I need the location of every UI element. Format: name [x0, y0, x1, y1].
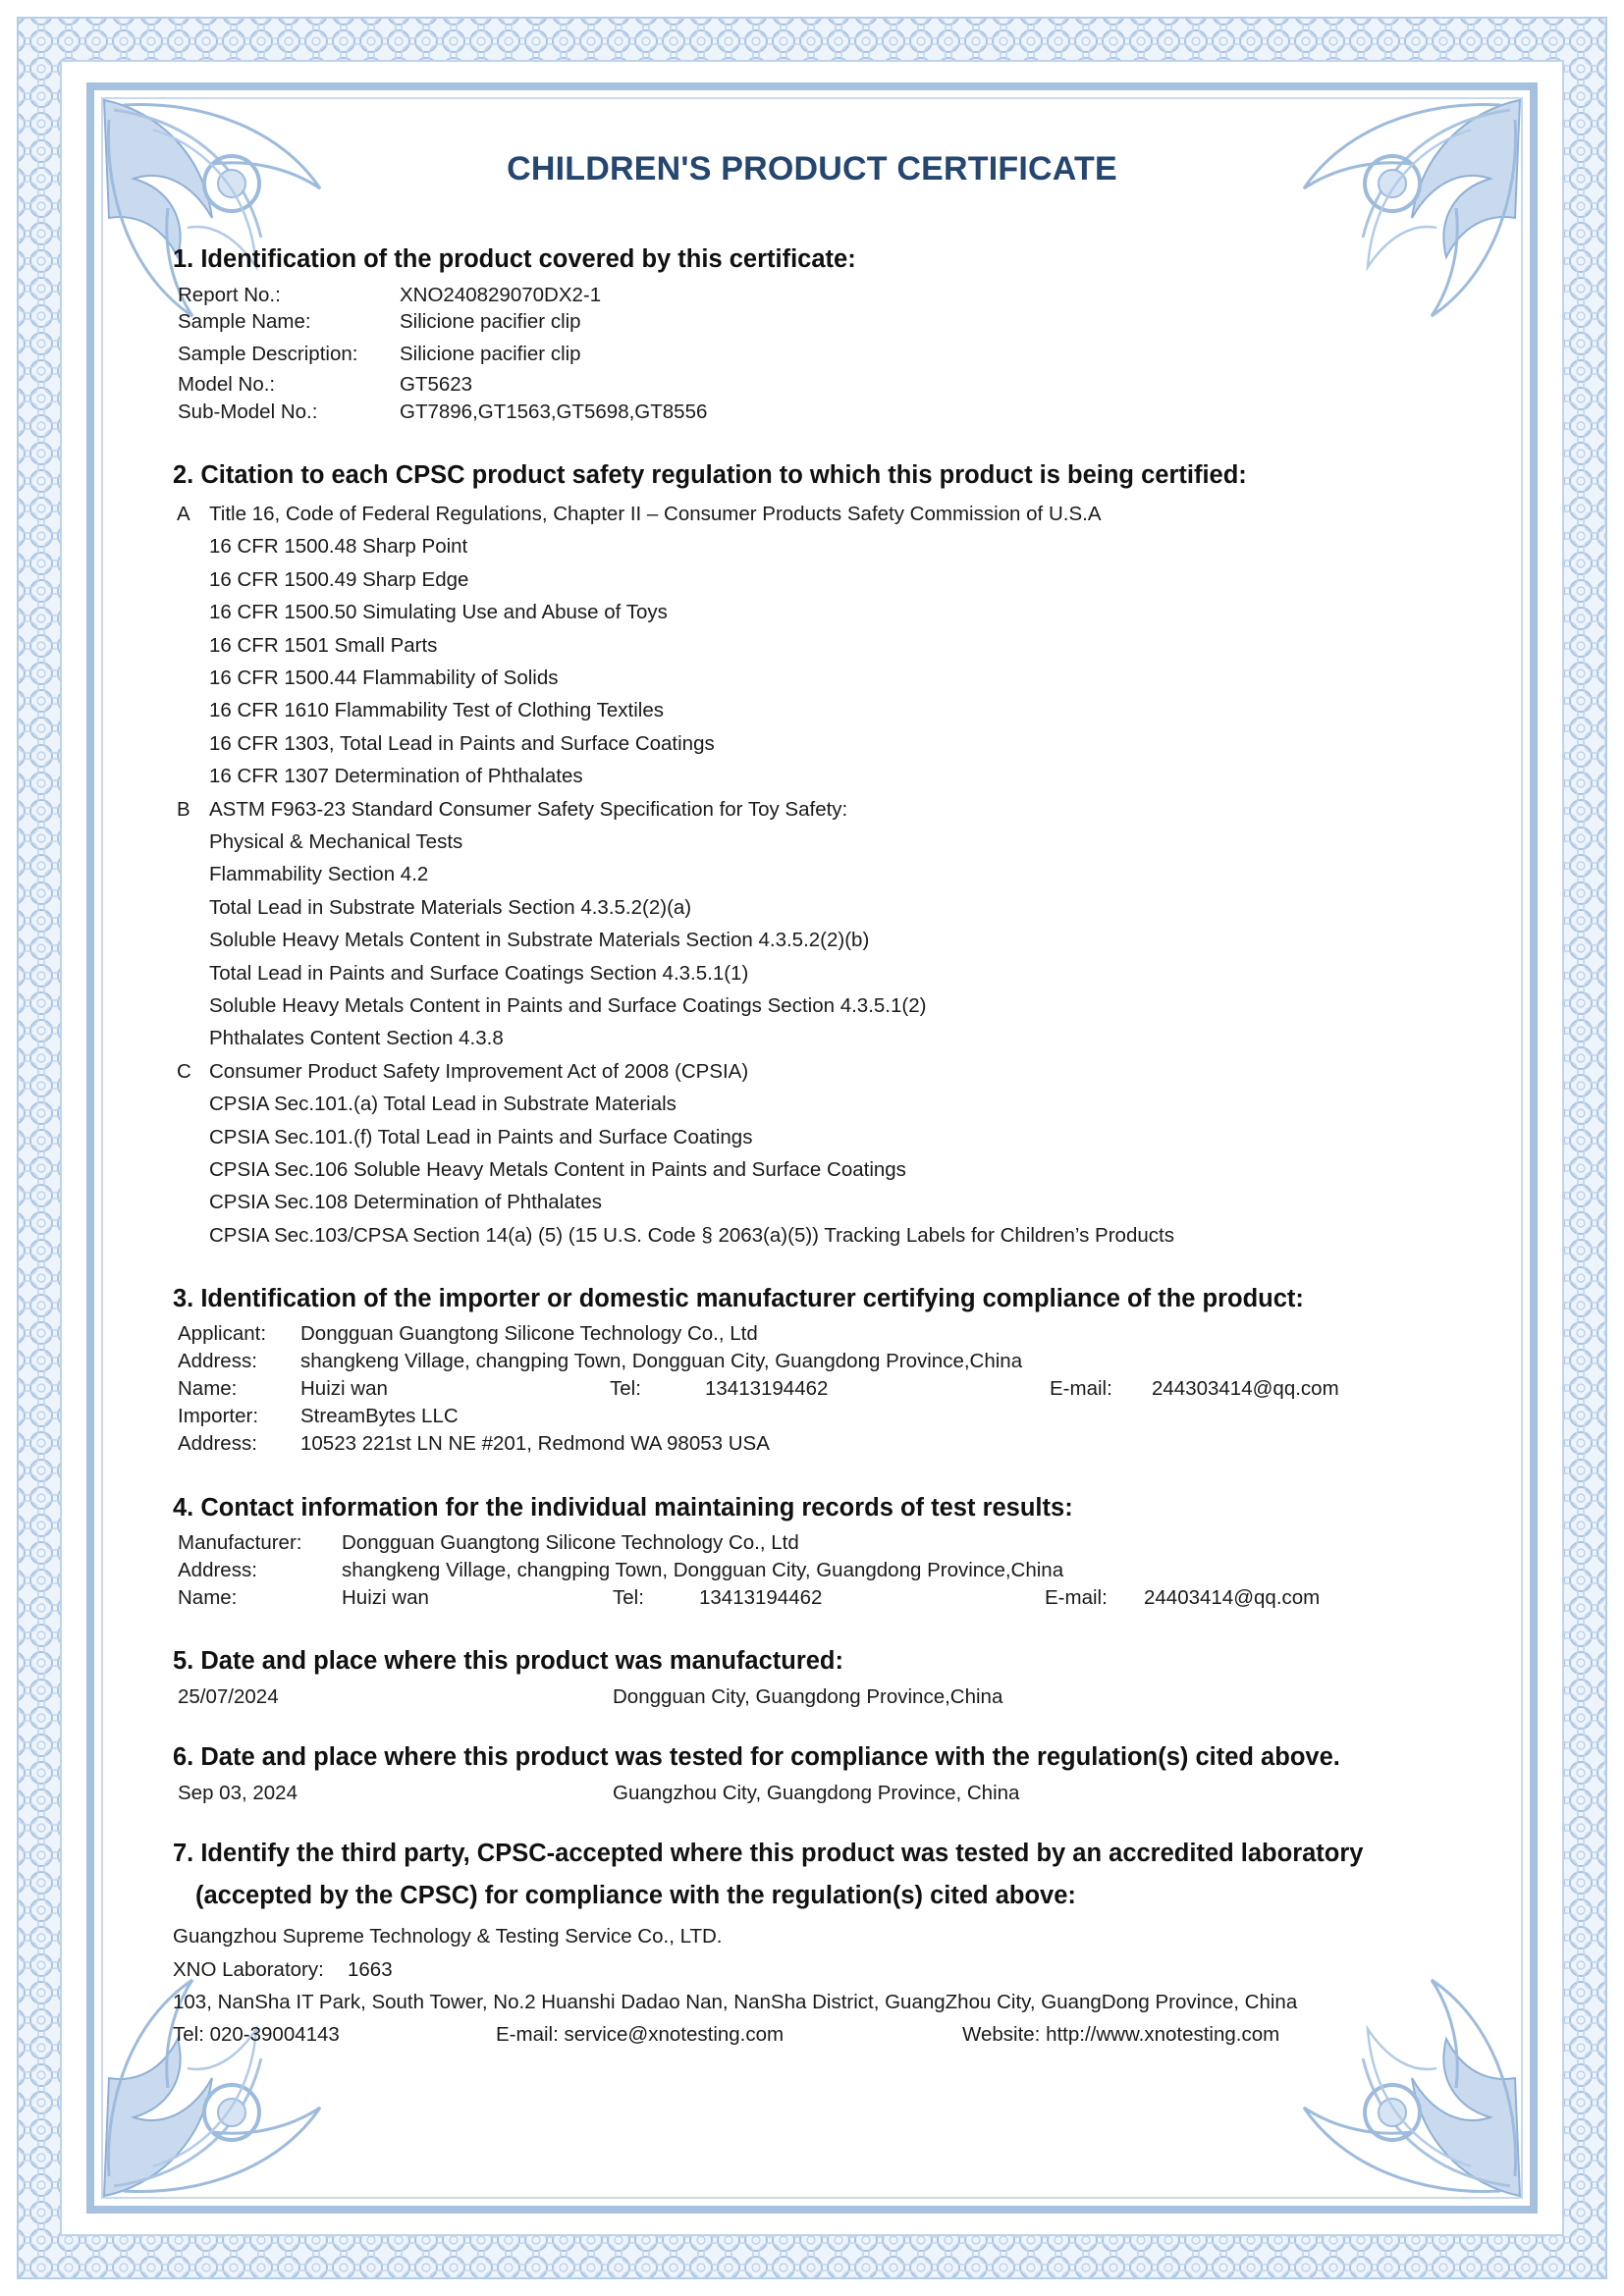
regulation-item: 16 CFR 1610 Flammability Test of Clothing Textiles [209, 699, 664, 721]
lab-number: 1663 [348, 1958, 393, 1981]
applicant-value: Dongguan Guangtong Silicone Technology Co., Ltd [300, 1322, 758, 1345]
test-date: Sep 03, 2024 [178, 1782, 298, 1804]
report-no-label: Report No.: [178, 284, 281, 306]
records-email-value: 24403414@qq.com [1144, 1586, 1321, 1609]
manufacturer-label: Manufacturer: [178, 1531, 302, 1554]
contact-name-label: Name: [178, 1377, 238, 1400]
regulation-item: Total Lead in Substrate Materials Section 4.3.5.2(2)(a) [209, 896, 692, 919]
section-4-heading: 4. Contact information for the individual maintaining records of test results: [173, 1494, 1073, 1522]
model-no-label: Model No.: [178, 373, 276, 396]
records-name-label: Name: [178, 1586, 238, 1609]
lab-website: Website: http://www.xnotesting.com [962, 2023, 1280, 2046]
manufacture-date: 25/07/2024 [178, 1685, 279, 1708]
test-place: Guangzhou City, Guangdong Province, China [613, 1782, 1020, 1804]
regulation-item: Soluble Heavy Metals Content in Substrate Materials Section 4.3.5.2(2)(b) [209, 929, 870, 951]
regulation-item: Flammability Section 4.2 [209, 863, 429, 885]
tel-label: Tel: [610, 1377, 641, 1400]
regulation-group-letter: B [177, 798, 190, 821]
regulation-item: Title 16, Code of Federal Regulations, Chapter II – Consumer Products Safety Commission of U.S.A [209, 503, 1102, 525]
section-3-heading: 3. Identification of the importer or domestic manufacturer certifying compliance of the product: [173, 1285, 1304, 1312]
regulation-item: 16 CFR 1501 Small Parts [209, 634, 438, 657]
regulation-group-letter: A [177, 503, 190, 525]
manufacturer-address-label: Address: [178, 1559, 257, 1581]
regulation-item: ASTM F963-23 Standard Consumer Safety Specification for Toy Safety: [209, 798, 848, 821]
regulation-item: 16 CFR 1500.49 Sharp Edge [209, 568, 469, 591]
email-value: 244303414@qq.com [1152, 1377, 1339, 1400]
manufacturer-value: Dongguan Guangtong Silicone Technology Co., Ltd [342, 1531, 799, 1554]
lab-address: 103, NanSha IT Park, South Tower, No.2 Huanshi Dadao Nan, NanSha District, GuangZhou City, GuangDong Province, China [173, 1991, 1298, 2013]
contact-name-value: Huizi wan [300, 1377, 388, 1400]
lab-label: XNO Laboratory: [173, 1958, 324, 1981]
records-email-label: E-mail: [1045, 1586, 1108, 1609]
regulation-item: 16 CFR 1500.50 Simulating Use and Abuse of Toys [209, 601, 668, 623]
regulation-item: 16 CFR 1500.44 Flammability of Solids [209, 667, 559, 689]
sample-description-value: Silicione pacifier clip [400, 343, 581, 365]
records-tel-label: Tel: [613, 1586, 644, 1609]
report-no-value: XNO240829070DX2-1 [400, 284, 602, 306]
email-label: E-mail: [1050, 1377, 1112, 1400]
manufacture-place: Dongguan City, Guangdong Province,China [613, 1685, 1003, 1708]
applicant-address-label: Address: [178, 1350, 257, 1372]
regulation-item: CPSIA Sec.101.(a) Total Lead in Substrate Materials [209, 1093, 677, 1115]
tel-value: 13413194462 [705, 1377, 829, 1400]
section-1-heading: 1. Identification of the product covered by this certificate: [173, 245, 856, 273]
sub-model-no-value: GT7896,GT1563,GT5698,GT8556 [400, 400, 708, 423]
sample-name-label: Sample Name: [178, 310, 311, 333]
regulation-item: 16 CFR 1303, Total Lead in Paints and Surface Coatings [209, 732, 715, 755]
section-5-heading: 5. Date and place where this product was manufactured: [173, 1647, 843, 1675]
regulation-item: 16 CFR 1500.48 Sharp Point [209, 535, 468, 558]
regulation-item: CPSIA Sec.103/CPSA Section 14(a) (5) (15 U.S. Code § 2063(a)(5)) Tracking Labels for Children’s Products [209, 1224, 1174, 1247]
applicant-address-value: shangkeng Village, changping Town, Dongguan City, Guangdong Province,China [300, 1350, 1023, 1372]
regulation-item: Phthalates Content Section 4.3.8 [209, 1027, 504, 1049]
manufacturer-address-value: shangkeng Village, changping Town, Dongguan City, Guangdong Province,China [342, 1559, 1064, 1581]
section-6-heading: 6. Date and place where this product was tested for compliance with the regulation(s) cited above. [173, 1743, 1340, 1771]
regulation-item: CPSIA Sec.101.(f) Total Lead in Paints and Surface Coatings [209, 1126, 753, 1148]
certificate-title: CHILDREN'S PRODUCT CERTIFICATE [507, 150, 1117, 187]
importer-label: Importer: [178, 1405, 259, 1427]
regulation-group-letter: C [177, 1060, 191, 1083]
sample-name-value: Silicione pacifier clip [400, 310, 581, 333]
regulation-item: Physical & Mechanical Tests [209, 830, 463, 853]
importer-value: StreamBytes LLC [300, 1405, 459, 1427]
applicant-label: Applicant: [178, 1322, 267, 1345]
lab-tel: Tel: 020-39004143 [173, 2023, 340, 2046]
sub-model-no-label: Sub-Model No.: [178, 400, 318, 423]
lab-email: E-mail: service@xnotesting.com [496, 2023, 785, 2046]
records-tel-value: 13413194462 [699, 1586, 823, 1609]
records-name-value: Huizi wan [342, 1586, 429, 1609]
regulation-item: CPSIA Sec.108 Determination of Phthalates [209, 1191, 602, 1213]
section-2-heading: 2. Citation to each CPSC product safety regulation to which this product is being certified: [173, 461, 1247, 489]
sample-description-label: Sample Description: [178, 343, 358, 365]
section-7-heading-line2: (accepted by the CPSC) for compliance with the regulation(s) cited above: [195, 1882, 1076, 1909]
regulation-item: 16 CFR 1307 Determination of Phthalates [209, 765, 583, 787]
lab-company: Guangzhou Supreme Technology & Testing Service Co., LTD. [173, 1925, 723, 1948]
section-7-heading-line1: 7. Identify the third party, CPSC-accepted where this product was tested by an accredited laboratory [173, 1840, 1364, 1867]
regulation-item: Total Lead in Paints and Surface Coatings Section 4.3.5.1(1) [209, 962, 749, 985]
importer-address-label: Address: [178, 1432, 257, 1455]
regulation-item: CPSIA Sec.106 Soluble Heavy Metals Content in Paints and Surface Coatings [209, 1158, 906, 1181]
regulation-item: Consumer Product Safety Improvement Act of 2008 (CPSIA) [209, 1060, 749, 1083]
importer-address-value: 10523 221st LN NE #201, Redmond WA 98053 USA [300, 1432, 770, 1455]
model-no-value: GT5623 [400, 373, 473, 396]
regulation-item: Soluble Heavy Metals Content in Paints and Surface Coatings Section 4.3.5.1(2) [209, 994, 927, 1017]
